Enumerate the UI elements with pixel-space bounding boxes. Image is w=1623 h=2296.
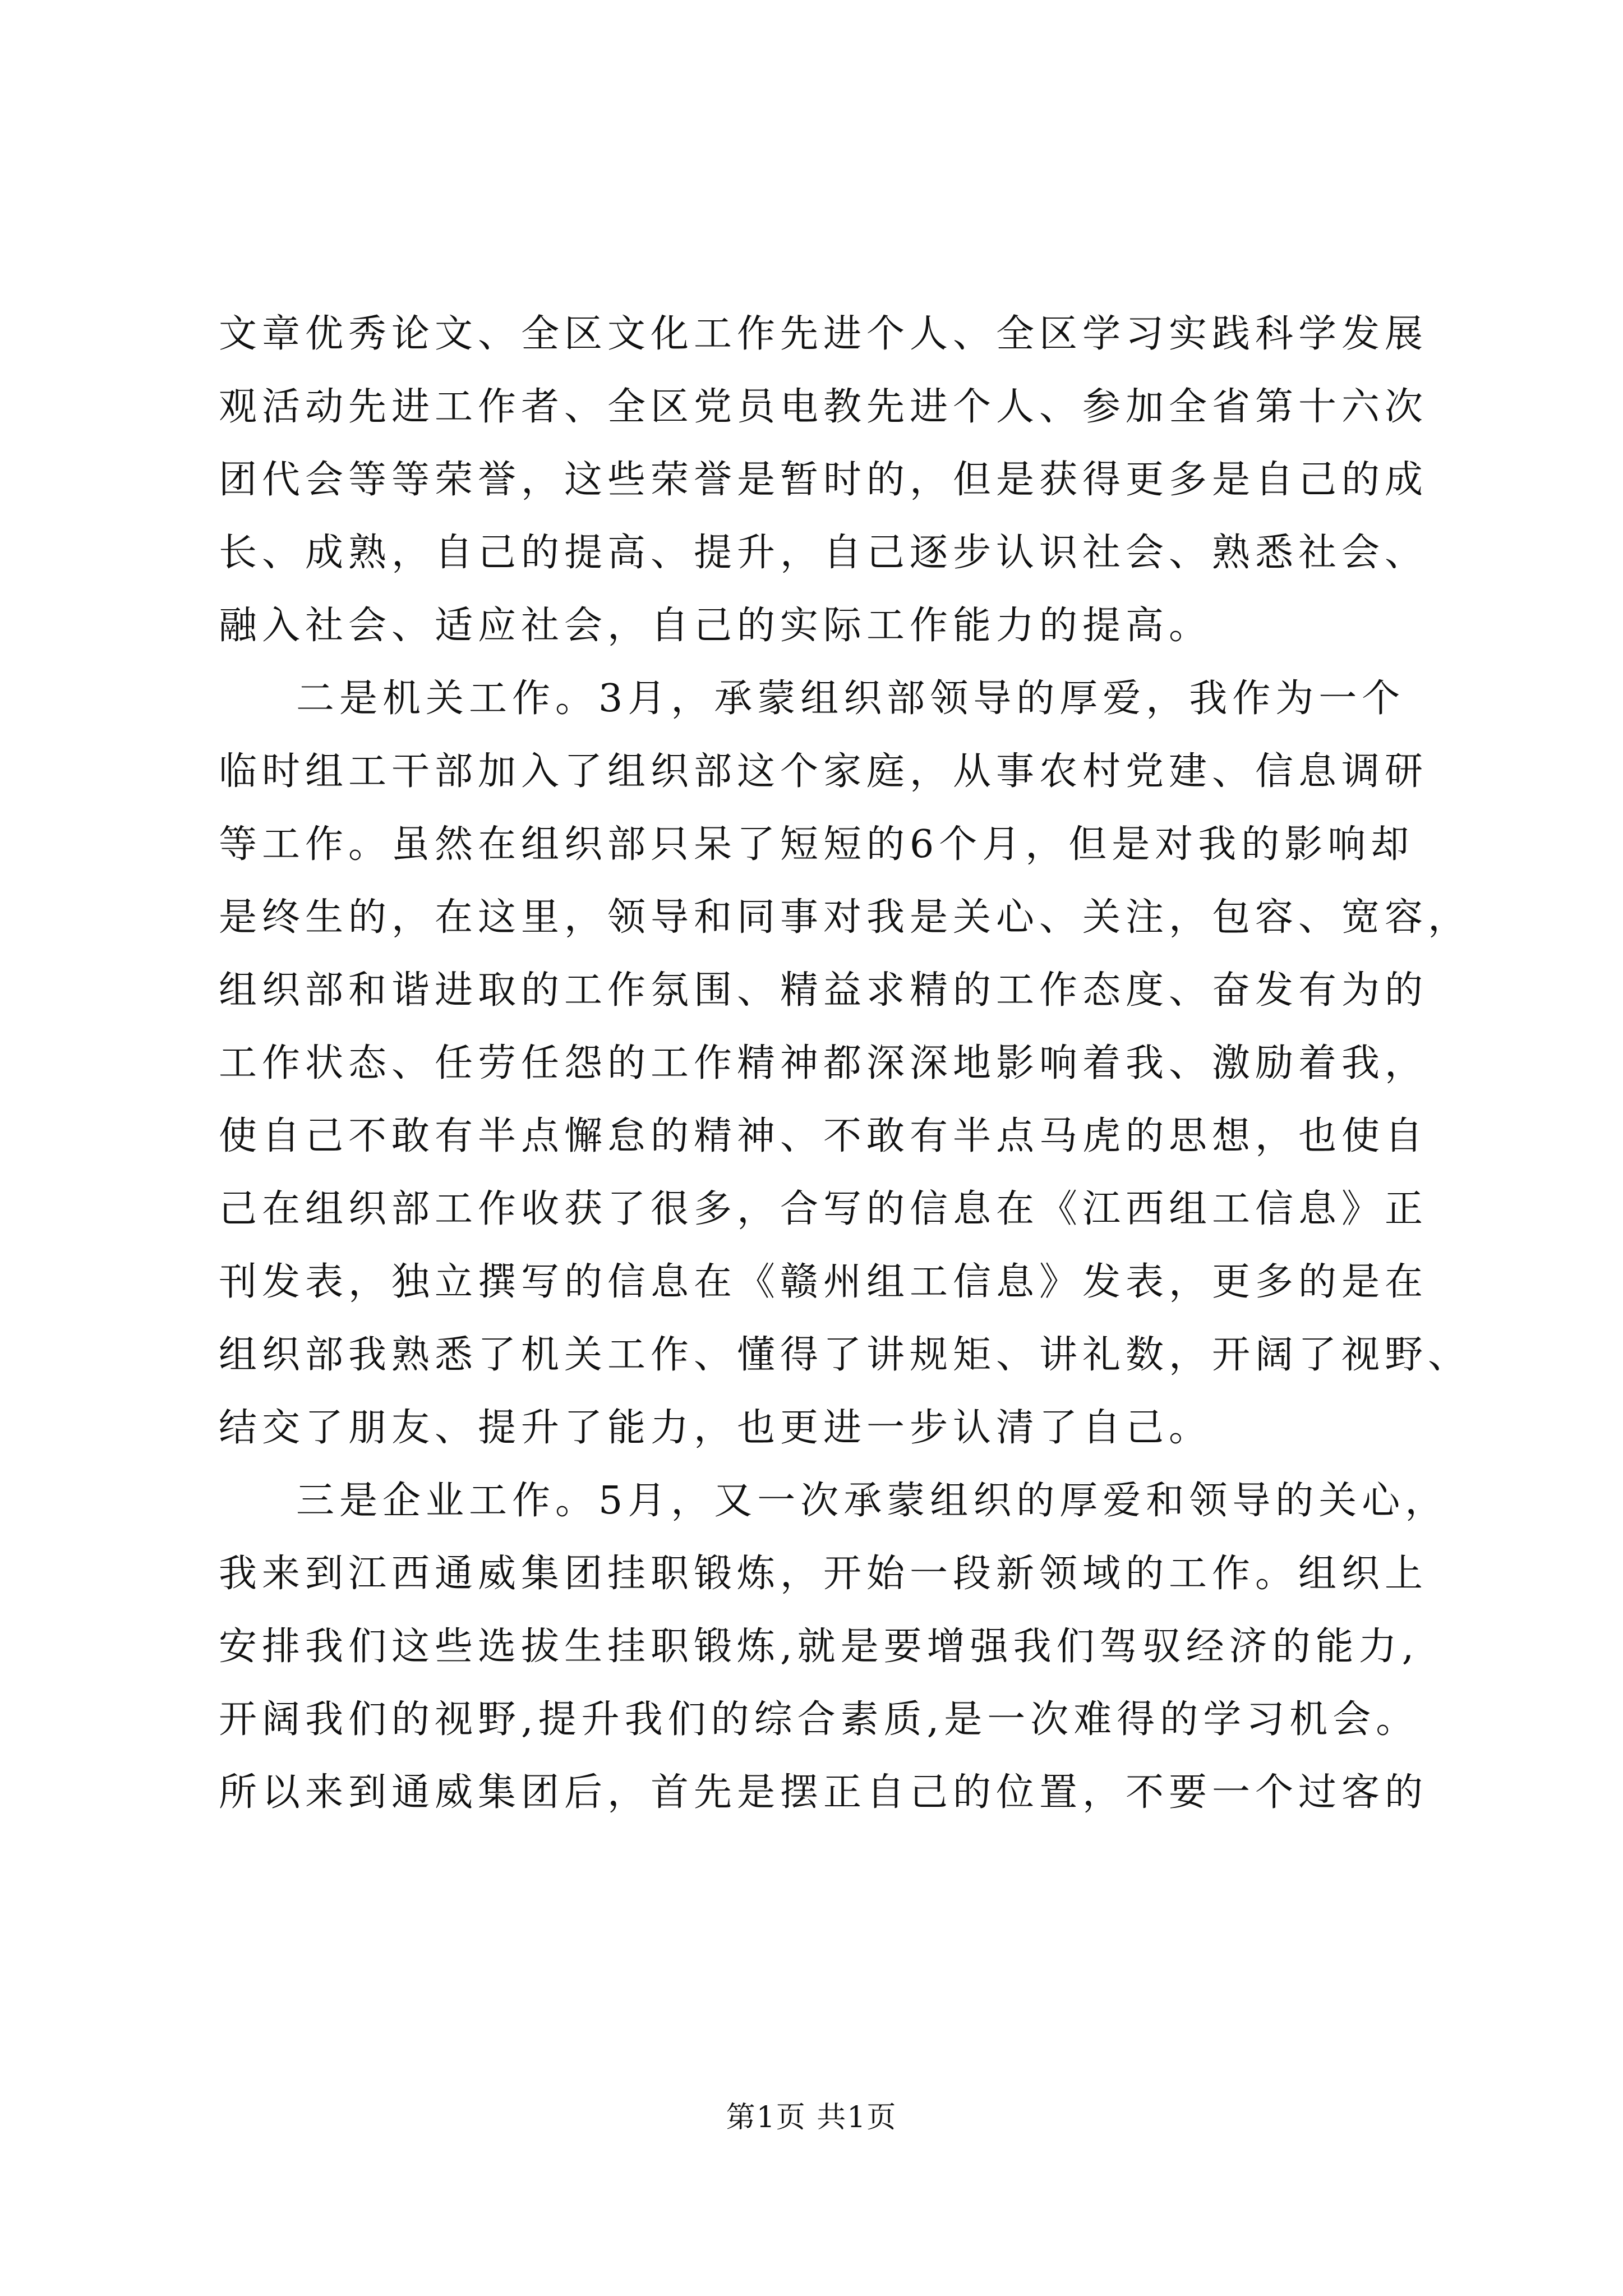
paragraph-line: 组织部我熟悉了机关工作、懂得了讲规矩、讲礼数，开阔了视野、	[219, 1333, 1472, 1377]
paragraph-line: 所以来到通威集团后，首先是摆正自己的位置，不要一个过客的	[219, 1770, 1428, 1815]
paragraph-line: 使自己不敢有半点懈怠的精神、不敢有半点马虎的思想，也使自	[219, 1114, 1428, 1158]
paragraph-line: 安排我们这些选拔生挂职锻炼,就是要增强我们驾驭经济的能力,	[219, 1625, 1419, 1669]
page-footer: 第1页 共1页	[726, 2101, 897, 2134]
paragraph-line: 等工作。虽然在组织部只呆了短短的6个月，但是对我的影响却	[219, 822, 1414, 867]
paragraph-line: 己在组织部工作收获了很多，合写的信息在《江西组工信息》正	[219, 1187, 1428, 1231]
paragraph-line: 是终生的，在这里，领导和同事对我是关心、关注，包容、宽容，	[219, 895, 1472, 940]
paragraph-line: 开阔我们的视野,提升我们的综合素质,是一次难得的学习机会。	[219, 1697, 1419, 1742]
paragraph-line: 文章优秀论文、全区文化工作先进个人、全区学习实践科学发展	[219, 312, 1428, 356]
paragraph-line: 观活动先进工作者、全区党员电教先进个人、参加全省第十六次	[219, 385, 1428, 429]
paragraph-line: 组织部和谐进取的工作氛围、精益求精的工作态度、奋发有为的	[219, 968, 1428, 1013]
paragraph-line: 临时组工干部加入了组织部这个家庭，从事农村党建、信息调研	[219, 749, 1428, 794]
paragraph-line: 团代会等等荣誉，这些荣誉是暂时的，但是获得更多是自己的成	[219, 458, 1428, 502]
paragraph-start-line: 三是企业工作。5月，又一次承蒙组织的厚爱和领导的关心，	[296, 1479, 1449, 1523]
paragraph-line: 长、成熟，自己的提高、提升，自己逐步认识社会、熟悉社会、	[219, 531, 1428, 575]
paragraph-line: 工作状态、任劳任怨的工作精神都深深地影响着我、激励着我，	[219, 1041, 1428, 1085]
paragraph-line: 刊发表，独立撰写的信息在《赣州组工信息》发表，更多的是在	[219, 1260, 1428, 1304]
paragraph-line: 结交了朋友、提升了能力，也更进一步认清了自己。	[219, 1406, 1212, 1450]
paragraph-line: 融入社会、适应社会，自己的实际工作能力的提高。	[219, 604, 1212, 648]
paragraph-start-line: 二是机关工作。3月，承蒙组织部领导的厚爱，我作为一个	[296, 677, 1405, 721]
paragraph-line: 我来到江西通威集团挂职锻炼，开始一段新领域的工作。组织上	[219, 1552, 1428, 1596]
